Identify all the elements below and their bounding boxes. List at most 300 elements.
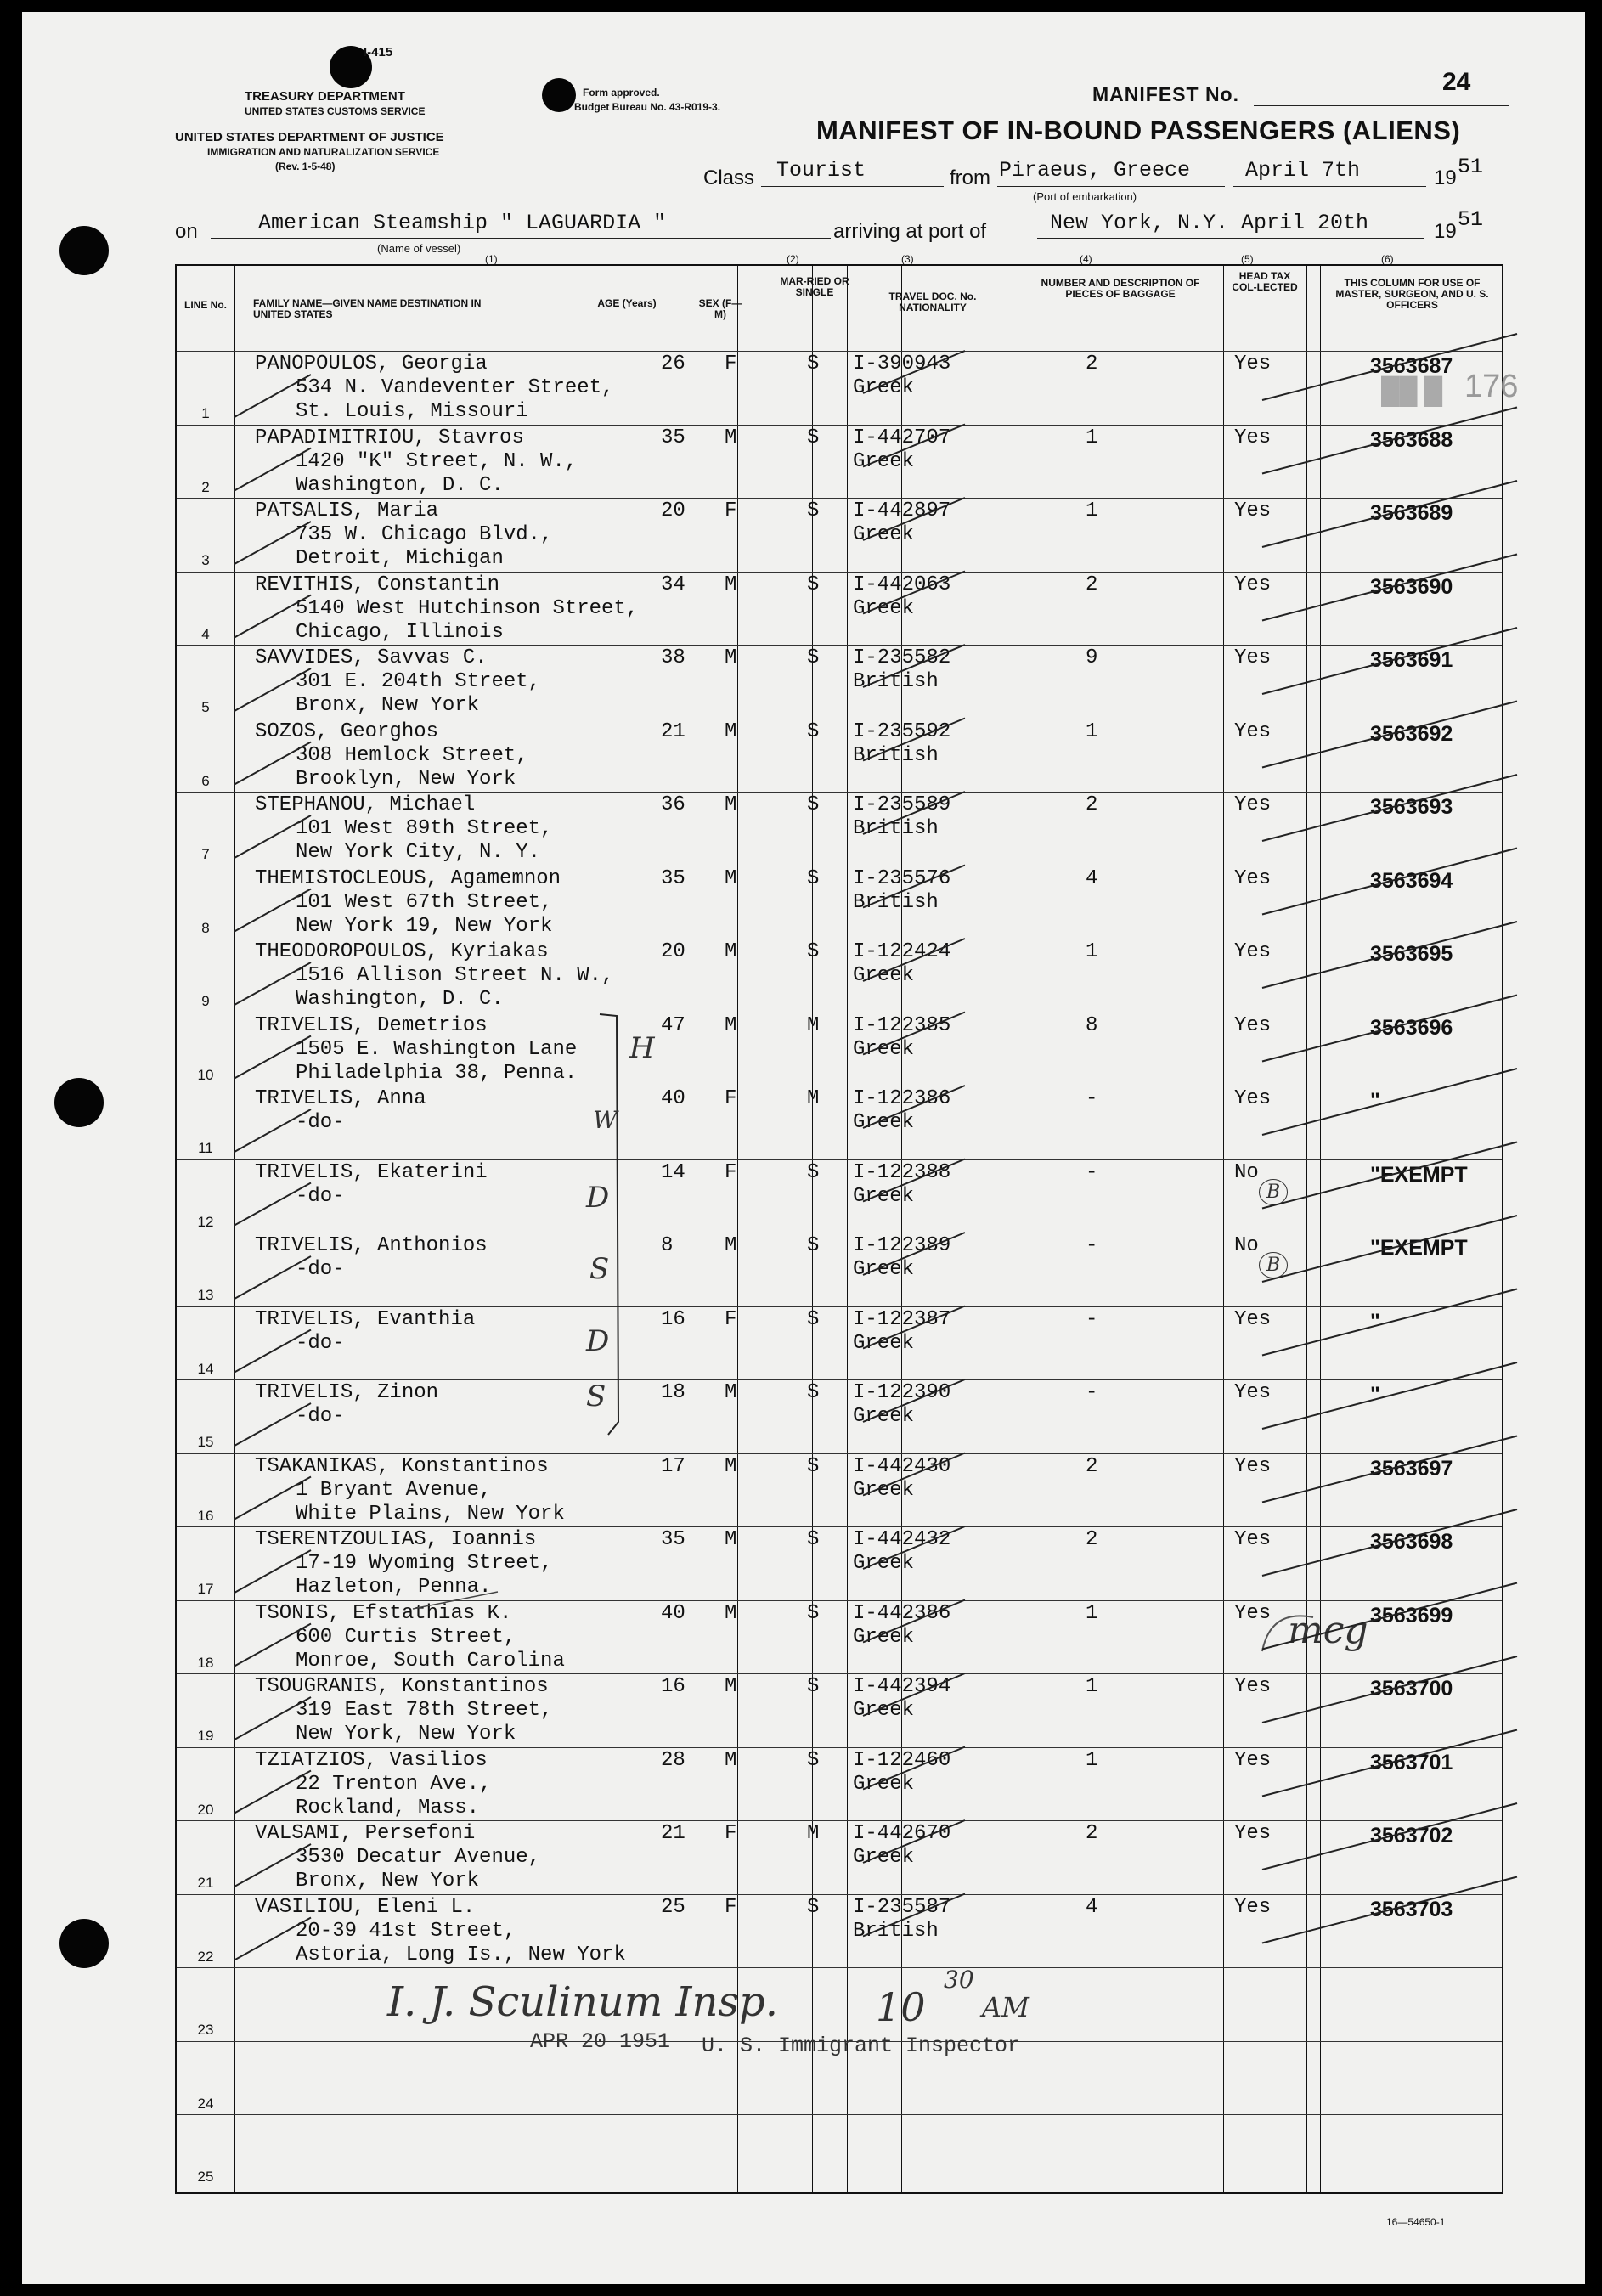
- travel-doc: I-390943: [853, 353, 951, 375]
- address-line: 20-39 41st Street,: [296, 1919, 516, 1943]
- officer-check-mark: [1262, 1509, 1517, 1576]
- address-line: New York, New York: [296, 1723, 516, 1746]
- nationality: Greek: [853, 964, 915, 987]
- head-tax: Yes: [1234, 426, 1272, 449]
- address-line: White Plains, New York: [296, 1502, 565, 1526]
- passenger-name: TRIVELIS, Anna: [255, 1087, 426, 1110]
- address-line: Monroe, South Carolina: [296, 1649, 565, 1673]
- officer-number: 3563690: [1370, 574, 1453, 599]
- address-line: 101 West 89th Street,: [296, 817, 553, 840]
- head-tax: Yes: [1234, 646, 1272, 669]
- address-line: Bronx, New York: [296, 694, 480, 717]
- address-line: 1420 "K" Street, N. W.,: [296, 449, 578, 473]
- embark-note: (Port of embarkation): [1033, 190, 1137, 203]
- travel-doc: I-442707: [853, 426, 951, 449]
- passenger-name: VASILIOU, Eleni L.: [255, 1895, 476, 1919]
- officer-number: 3563699: [1370, 1603, 1453, 1628]
- officer-check-mark: [1262, 1730, 1517, 1797]
- sex: M: [725, 1234, 737, 1257]
- doc-check-mark: [863, 1233, 965, 1275]
- col-num: (2): [787, 253, 799, 265]
- passenger-name: VALSAMI, Persefoni: [255, 1822, 476, 1845]
- name-check-mark: [234, 1403, 311, 1446]
- travel-doc: I-235587: [853, 1895, 951, 1919]
- age: 14: [661, 1160, 685, 1184]
- travel-doc: I-235589: [853, 793, 951, 816]
- exempt-mark: B: [1259, 1179, 1288, 1205]
- col-head-tax: HEAD TAX COL-LECTED: [1232, 270, 1298, 293]
- col-num: (1): [485, 253, 498, 265]
- age: 40: [661, 1087, 685, 1110]
- head-tax: Yes: [1234, 1601, 1272, 1625]
- address-line: -do-: [296, 1184, 345, 1208]
- name-check-mark: [234, 1036, 311, 1079]
- arrival-time-minutes: 30: [944, 1966, 974, 1994]
- officer-check-mark: [1262, 481, 1517, 547]
- nationality: Greek: [853, 1772, 915, 1796]
- col-head-name: FAMILY NAME—GIVEN NAME DESTINATION IN UNITED STATES: [253, 297, 482, 320]
- officer-number: 3563693: [1370, 795, 1453, 819]
- age: 35: [661, 426, 685, 449]
- nationality: Greek: [853, 1478, 915, 1502]
- baggage-count: -: [1086, 1234, 1098, 1257]
- age: 21: [661, 719, 685, 743]
- head-tax: Yes: [1234, 353, 1272, 375]
- line-number: 13: [197, 1287, 214, 1303]
- marital-status: S: [807, 353, 820, 375]
- col-head-baggage: NUMBER AND DESCRIPTION OF PIECES OF BAGGAGE: [1041, 277, 1200, 300]
- officer-check-mark: [1262, 922, 1517, 988]
- sex: M: [725, 1381, 737, 1404]
- officer-number: 3563701: [1370, 1750, 1453, 1774]
- nationality: British: [853, 890, 939, 914]
- head-tax: Yes: [1234, 1895, 1272, 1919]
- baggage-count: 1: [1086, 940, 1098, 963]
- address-line: 5140 West Hutchinson Street,: [296, 596, 639, 620]
- baggage-count: 8: [1086, 1013, 1098, 1037]
- age: 26: [661, 353, 685, 375]
- travel-doc: I-122386: [853, 1087, 951, 1110]
- baggage-count: 1: [1086, 1601, 1098, 1625]
- officer-number: 3563703: [1370, 1897, 1453, 1921]
- age: 35: [661, 866, 685, 890]
- officer-check-mark: [1262, 1069, 1517, 1135]
- address-line: -do-: [296, 1331, 345, 1355]
- age: 36: [661, 793, 685, 816]
- name-check-mark: [234, 448, 311, 491]
- travel-doc: I-122424: [853, 940, 951, 963]
- doc-check-mark: [863, 425, 965, 467]
- on-label: on: [175, 220, 198, 243]
- travel-doc: I-122460: [853, 1748, 951, 1772]
- from-label: from: [950, 166, 990, 189]
- address-line: 600 Curtis Street,: [296, 1625, 516, 1649]
- marital-status: S: [807, 940, 820, 963]
- sex: F: [725, 499, 737, 522]
- line-number: 2: [201, 478, 210, 495]
- arriving-label: arriving at port of: [833, 220, 987, 243]
- head-tax: Yes: [1234, 1381, 1272, 1404]
- name-check-mark: [234, 375, 311, 417]
- baggage-count: 1: [1086, 1748, 1098, 1772]
- signature: I. J. Sculinum Insp.: [387, 1978, 778, 2026]
- name-check-mark: [234, 1624, 311, 1667]
- age: 16: [661, 1675, 685, 1698]
- age: 20: [661, 499, 685, 522]
- name-check-mark: [234, 1844, 311, 1887]
- line-number: 21: [197, 1875, 214, 1891]
- address-line: 17-19 Wyoming Street,: [296, 1552, 553, 1575]
- col-head-line: LINE No.: [184, 299, 227, 311]
- line-number: 24: [197, 2095, 214, 2112]
- nationality: Greek: [853, 523, 915, 546]
- sex: M: [725, 1675, 737, 1698]
- passenger-name: SOZOS, Georghos: [255, 719, 439, 743]
- nationality: Greek: [853, 596, 915, 620]
- line-number: 14: [197, 1360, 214, 1377]
- arrival-time-ampm: AM: [982, 1991, 1029, 2023]
- officer-check-mark: [1262, 996, 1517, 1062]
- officer-number: 3563687: [1370, 354, 1453, 378]
- line-number: 12: [197, 1213, 214, 1230]
- doc-check-mark: [863, 1526, 965, 1569]
- manifest-no-label: MANIFEST No.: [1092, 83, 1239, 105]
- head-tax: Yes: [1234, 1748, 1272, 1772]
- col-num: (4): [1080, 253, 1092, 265]
- sex: M: [725, 1601, 737, 1625]
- manifest-page: [22, 12, 1585, 2284]
- passenger-name: TRIVELIS, Demetrios: [255, 1013, 488, 1037]
- line-number: 10: [197, 1066, 214, 1083]
- address-line: Brooklyn, New York: [296, 767, 516, 791]
- address-line: -do-: [296, 1111, 345, 1134]
- address-line: Washington, D. C.: [296, 988, 504, 1011]
- nationality: Greek: [853, 1846, 915, 1869]
- age: 28: [661, 1748, 685, 1772]
- marital-status: S: [807, 866, 820, 890]
- age: 34: [661, 573, 685, 596]
- line-number: 5: [201, 699, 210, 715]
- sex: M: [725, 1013, 737, 1037]
- line-number: 18: [197, 1654, 214, 1671]
- officer-number: ": [1370, 1309, 1380, 1334]
- sex: M: [725, 866, 737, 890]
- family-mark: W: [593, 1106, 618, 1134]
- officer-check-mark: [1262, 1656, 1517, 1723]
- line-number: 23: [197, 2022, 214, 2038]
- ins-label: IMMIGRATION AND NATURALIZATION SERVICE: [207, 146, 440, 158]
- marital-status: S: [807, 1307, 820, 1331]
- marital-status: M: [807, 1822, 820, 1845]
- address-line: 1516 Allison Street N. W.,: [296, 964, 614, 987]
- name-check-mark: [234, 1109, 311, 1152]
- baggage-count: 4: [1086, 866, 1098, 890]
- line-number: 3: [201, 552, 210, 568]
- officer-check-mark: [1262, 555, 1517, 621]
- age: 8: [661, 1234, 674, 1257]
- address-line: 319 East 78th Street,: [296, 1699, 553, 1722]
- doc-check-mark: [863, 1747, 965, 1790]
- baggage-count: 1: [1086, 426, 1098, 449]
- head-tax: No: [1234, 1160, 1259, 1184]
- sex: M: [725, 1748, 737, 1772]
- doc-check-mark: [863, 719, 965, 761]
- nationality: Greek: [853, 1111, 915, 1134]
- marital-status: S: [807, 1675, 820, 1698]
- officer-number: 3563695: [1370, 942, 1453, 966]
- doc-check-mark: [863, 1159, 965, 1202]
- marital-status: S: [807, 793, 820, 816]
- year-prefix: 19: [1434, 166, 1457, 189]
- sex: F: [725, 353, 737, 375]
- doc-check-mark: [863, 792, 965, 834]
- passenger-name: THEMISTOCLEOUS, Agamemnon: [255, 866, 561, 890]
- travel-doc: I-122387: [853, 1307, 951, 1331]
- age: 40: [661, 1601, 685, 1625]
- doc-check-mark: [863, 1820, 965, 1863]
- name-check-mark: [234, 1183, 311, 1226]
- baggage-count: -: [1086, 1381, 1098, 1404]
- address-line: 1505 E. Washington Lane: [296, 1037, 578, 1061]
- doc-check-mark: [863, 1453, 965, 1496]
- col-head-sex: SEX (F—M): [698, 297, 742, 320]
- passenger-name: PATSALIS, Maria: [255, 499, 439, 522]
- arrival-year-prefix: 19: [1434, 220, 1457, 243]
- name-check-mark: [234, 889, 311, 932]
- doc-check-mark: [863, 572, 965, 614]
- nationality: Greek: [853, 449, 915, 473]
- name-check-mark: [234, 1550, 311, 1593]
- baggage-count: 1: [1086, 1675, 1098, 1698]
- manifest-number: 24: [1442, 68, 1471, 96]
- marital-status: S: [807, 1160, 820, 1184]
- nationality: Greek: [853, 1331, 915, 1355]
- marital-status: S: [807, 1528, 820, 1551]
- age: 17: [661, 1454, 685, 1478]
- travel-doc: I-442897: [853, 499, 951, 522]
- officer-number: 3563700: [1370, 1677, 1453, 1701]
- baggage-count: 2: [1086, 1454, 1098, 1478]
- nationality: Greek: [853, 376, 915, 399]
- sex: F: [725, 1307, 737, 1331]
- head-tax: Yes: [1234, 1822, 1272, 1845]
- marital-status: S: [807, 1454, 820, 1478]
- travel-doc: I-235582: [853, 646, 951, 669]
- address-line: New York City, N. Y.: [296, 841, 541, 864]
- name-check-mark: [234, 1771, 311, 1814]
- officer-number: 3563698: [1370, 1530, 1453, 1554]
- officer-check-mark: [1262, 775, 1517, 841]
- nationality: Greek: [853, 1184, 915, 1208]
- handwritten-initials: mcg: [1288, 1609, 1368, 1652]
- name-check-mark: [234, 815, 311, 858]
- sex: M: [725, 1528, 737, 1551]
- passenger-name: TRIVELIS, Anthonios: [255, 1234, 488, 1257]
- travel-doc: I-442386: [853, 1601, 951, 1625]
- officer-number: 3563691: [1370, 648, 1453, 672]
- officer-number: 3563702: [1370, 1824, 1453, 1848]
- doc-check-mark: [863, 939, 965, 981]
- doc-check-mark: [863, 351, 965, 393]
- travel-doc: I-442432: [853, 1528, 951, 1551]
- passenger-name: TZIATZIOS, Vasilios: [255, 1748, 488, 1772]
- arrival-value: New York, N.Y. April 20th: [1050, 211, 1369, 235]
- sex: M: [725, 940, 737, 963]
- sex: M: [725, 426, 737, 449]
- name-check-mark: [234, 668, 311, 711]
- officer-check-mark: [1262, 408, 1517, 474]
- line-number: 1: [201, 405, 210, 421]
- officer-number: 3563694: [1370, 868, 1453, 893]
- name-check-mark: [234, 522, 311, 564]
- line-number: 7: [201, 846, 210, 862]
- col-num: (5): [1241, 253, 1254, 265]
- baggage-count: 2: [1086, 353, 1098, 375]
- baggage-count: 1: [1086, 719, 1098, 743]
- baggage-count: -: [1086, 1160, 1098, 1184]
- travel-doc: I-442394: [853, 1675, 951, 1698]
- doc-check-mark: [863, 1894, 965, 1937]
- name-check-mark: [234, 1477, 311, 1520]
- head-tax: Yes: [1234, 499, 1272, 522]
- travel-doc: I-442670: [853, 1822, 951, 1845]
- family-mark: H: [629, 1031, 655, 1065]
- head-tax: Yes: [1234, 940, 1272, 963]
- passenger-name: TSOUGRANIS, Konstantinos: [255, 1675, 549, 1698]
- head-tax: Yes: [1234, 866, 1272, 890]
- name-check-mark: [234, 962, 311, 1005]
- nationality: British: [853, 1919, 939, 1943]
- line-number: 8: [201, 919, 210, 936]
- doc-check-mark: [863, 866, 965, 908]
- officer-number: "EXEMPT: [1370, 1236, 1468, 1260]
- budget-bureau: Budget Bureau No. 43-R019-3.: [574, 101, 721, 113]
- col-num: (3): [901, 253, 914, 265]
- head-tax: Yes: [1234, 573, 1272, 596]
- age: 35: [661, 1528, 685, 1551]
- address-line: St. Louis, Missouri: [296, 400, 528, 423]
- travel-doc: I-122390: [853, 1381, 951, 1404]
- officer-number: "EXEMPT: [1370, 1162, 1468, 1187]
- doc-check-mark: [863, 1086, 965, 1128]
- col-head-age: AGE (Years): [597, 297, 657, 309]
- officer-check-mark: [1262, 849, 1517, 915]
- date-stamp: APR 20 1951: [530, 2029, 671, 2054]
- doc-check-mark: [863, 1673, 965, 1716]
- officer-check-mark: [1262, 702, 1517, 768]
- passenger-name: THEODOROPOULOS, Kyriakas: [255, 940, 549, 963]
- head-tax: Yes: [1234, 1307, 1272, 1331]
- address-line: Hazleton, Penna.: [296, 1576, 492, 1599]
- baggage-count: 9: [1086, 646, 1098, 669]
- class-label: Class: [703, 166, 755, 189]
- age: 21: [661, 1822, 685, 1845]
- head-tax: Yes: [1234, 1454, 1272, 1478]
- travel-doc: I-442063: [853, 573, 951, 596]
- check-marks: [22, 12, 1585, 2284]
- line-number: 16: [197, 1507, 214, 1524]
- family-mark: S: [586, 1379, 606, 1413]
- customs-label: UNITED STATES CUSTOMS SERVICE: [245, 105, 426, 117]
- marital-status: S: [807, 1381, 820, 1404]
- head-tax: Yes: [1234, 1528, 1272, 1551]
- family-mark: D: [586, 1324, 610, 1358]
- arrival-time: 10: [876, 1984, 926, 2030]
- officer-check-mark: [1262, 334, 1517, 400]
- travel-doc: I-122389: [853, 1234, 951, 1257]
- officer-check-mark: [1262, 1142, 1517, 1209]
- travel-doc: I-235576: [853, 866, 951, 890]
- line-number: 20: [197, 1801, 214, 1818]
- nationality: Greek: [853, 1405, 915, 1428]
- head-tax: Yes: [1234, 1675, 1272, 1698]
- line-number: 9: [201, 993, 210, 1009]
- baggage-count: -: [1086, 1307, 1098, 1331]
- passenger-name: STEPHANOU, Michael: [255, 793, 476, 816]
- family-mark: S: [589, 1252, 610, 1286]
- passenger-name: PAPADIMITRIOU, Stavros: [255, 426, 524, 449]
- passenger-name: TSERENTZOULIAS, Ioannis: [255, 1528, 537, 1551]
- sex: F: [725, 1160, 737, 1184]
- address-line: Detroit, Michigan: [296, 547, 504, 570]
- marital-status: S: [807, 646, 820, 669]
- address-line: 735 W. Chicago Blvd.,: [296, 523, 553, 546]
- head-tax: Yes: [1234, 1013, 1272, 1037]
- officer-check-mark: [1262, 628, 1517, 694]
- stamp-number: 176: [1464, 369, 1519, 404]
- marital-status: S: [807, 426, 820, 449]
- travel-doc: I-442430: [853, 1454, 951, 1478]
- doc-check-mark: [863, 1379, 965, 1422]
- line-number: 22: [197, 1948, 214, 1965]
- rev-label: (Rev. 1-5-48): [275, 161, 336, 172]
- name-check-mark: [234, 742, 311, 785]
- officer-check-mark: [1262, 1362, 1517, 1429]
- from-value: Piraeus, Greece: [999, 158, 1191, 183]
- age: 47: [661, 1013, 685, 1037]
- travel-doc: I-122388: [853, 1160, 951, 1184]
- line-number: 25: [197, 2169, 214, 2185]
- marital-status: S: [807, 1234, 820, 1257]
- stamp-faint: ██ █: [1381, 377, 1443, 405]
- address-line: Astoria, Long Is., New York: [296, 1943, 626, 1966]
- line-number: 17: [197, 1581, 214, 1597]
- doc-check-mark: [863, 1600, 965, 1643]
- doc-check-mark: [863, 1306, 965, 1349]
- sex: M: [725, 646, 737, 669]
- officer-check-mark: [1262, 1877, 1517, 1943]
- vessel-note: (Name of vessel): [377, 242, 461, 255]
- col-head-married: MAR-RIED OR SINGLE: [780, 275, 849, 298]
- address-line: 22 Trenton Ave.,: [296, 1772, 492, 1796]
- address-line: 308 Hemlock Street,: [296, 743, 528, 767]
- officer-number: 3563692: [1370, 721, 1453, 746]
- form-number: I-415: [364, 45, 393, 59]
- age: 20: [661, 940, 685, 963]
- vessel-name: American Steamship " LAGUARDIA ": [258, 211, 667, 235]
- address-line: Rockland, Mass.: [296, 1796, 480, 1819]
- address-line: 534 N. Vandeventer Street,: [296, 376, 614, 399]
- officer-check-mark: [1262, 1803, 1517, 1870]
- baggage-count: 2: [1086, 573, 1098, 596]
- sex: M: [725, 793, 737, 816]
- line-number: 11: [198, 1140, 213, 1156]
- travel-doc: I-235592: [853, 719, 951, 743]
- line-number: 6: [201, 772, 210, 789]
- line-number: 15: [197, 1434, 214, 1450]
- officer-number: ": [1370, 1383, 1380, 1407]
- nationality: British: [853, 670, 939, 693]
